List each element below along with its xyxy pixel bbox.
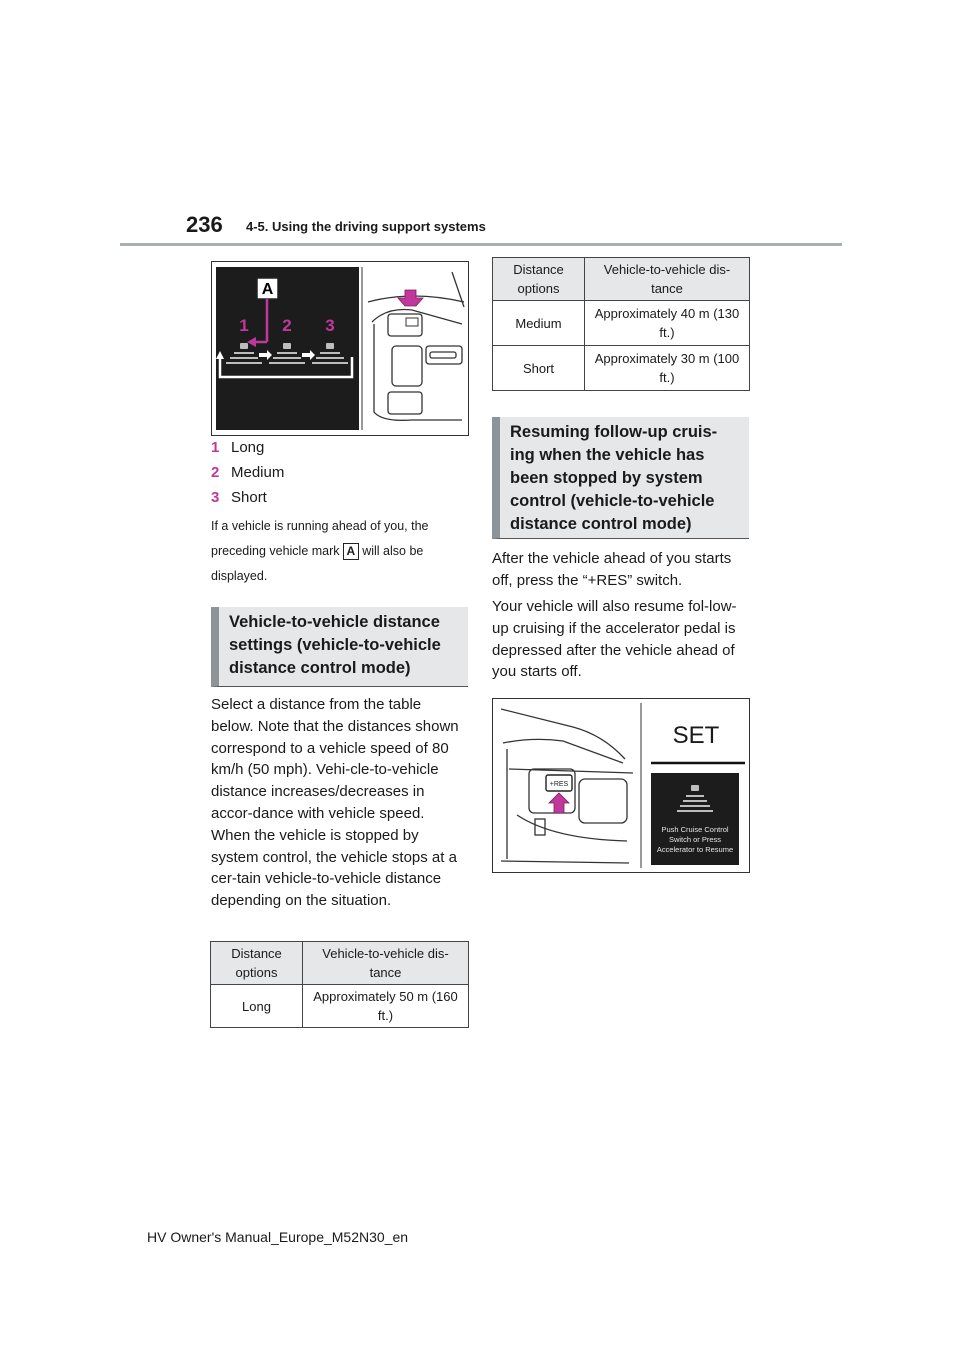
setting-number-2: 2	[282, 316, 292, 335]
section-heading-resuming: Resuming follow-up cruis-ing when the vehicle has been stopped by system control (vehicle-to-vehicle distance control mode)	[492, 417, 749, 539]
legend-label: Short	[231, 489, 267, 506]
distance-table-part1	[210, 941, 469, 1028]
table-header-options: Distance options	[493, 258, 585, 301]
section-title: 4-5. Using the driving support systems	[246, 219, 486, 234]
table-row	[493, 346, 750, 391]
press-arrow-icon	[398, 290, 423, 306]
note-line: If a vehicle is running ahead of you, the	[211, 519, 429, 533]
note-line: displayed.	[211, 569, 268, 583]
page-footer: HV Owner's Manual_Europe_M52N30_en	[147, 1229, 409, 1245]
resume-paragraph-1: After the vehicle ahead of you starts off, press the “+RES” switch.	[492, 550, 732, 589]
legend-item	[211, 439, 264, 456]
distance-display-figure	[211, 261, 469, 436]
section-heading-distance-settings: Vehicle-to-vehicle distance settings (vehicle-to-vehicle distance control mode)	[211, 607, 468, 687]
note-line	[211, 539, 471, 564]
mark-a-label: A	[261, 281, 274, 298]
table-cell-option: Short	[493, 346, 585, 391]
table-header-options: Distance options	[211, 942, 303, 985]
legend-item	[211, 464, 284, 481]
res-switch-label: +RES	[549, 781, 569, 788]
distance-settings-paragraph: Select a distance from the table below. Note that the distances shown correspond to a vehicle speed of 80 km/h (50 mph). Vehi-cle-to-vehicle distance increases/decreases in accor-dance with vehicle speed. When the vehicle is stopped by system control, the vehicle stops at a cer-tain vehicle-to-vehicle distance depending on the situation.	[211, 696, 459, 910]
message-line-1: Push Cruise Control	[661, 825, 729, 834]
table-row	[211, 985, 469, 1028]
legend-number: 2	[211, 464, 220, 481]
message-line-2: Switch or Press	[668, 835, 722, 844]
legend-number: 3	[211, 489, 220, 506]
table-cell-distance: Approximately 50 m (160 ft.)	[303, 985, 469, 1028]
resume-switch-illustration	[493, 699, 749, 872]
distance-display-illustration	[212, 262, 468, 435]
note-fragment: preceding vehicle mark	[211, 544, 340, 558]
table-cell-option: Long	[211, 985, 303, 1028]
table-header-row	[493, 258, 750, 301]
note-text	[211, 514, 471, 589]
note-fragment: will also be	[362, 544, 424, 558]
table-cell-distance: Approximately 40 m (130 ft.)	[585, 301, 750, 346]
table-header-distance: Vehicle-to-vehicle dis-tance	[303, 942, 469, 985]
legend-item	[211, 489, 267, 506]
set-indicator-text: SET	[672, 722, 720, 749]
mark-a-inline: A	[343, 543, 360, 560]
legend-label: Long	[231, 439, 265, 456]
table-cell-option: Medium	[493, 301, 585, 346]
table-row	[493, 301, 750, 346]
setting-number-1: 1	[239, 316, 249, 335]
legend-number: 1	[211, 439, 220, 456]
message-line-3: Accelerator to Resume	[656, 845, 734, 854]
distance-switch-icon	[406, 318, 418, 326]
resume-switch-figure	[492, 698, 750, 873]
legend-label: Medium	[231, 464, 285, 481]
press-arrow-icon	[549, 793, 569, 813]
page-number: 236	[186, 212, 223, 237]
table-cell-distance: Approximately 30 m (100 ft.)	[585, 346, 750, 391]
table-header-row	[211, 942, 469, 985]
header-divider	[120, 243, 842, 246]
table-header-distance: Vehicle-to-vehicle dis-tance	[585, 258, 750, 301]
distance-table-part2	[492, 257, 750, 391]
setting-number-3: 3	[325, 316, 335, 335]
resume-paragraph-2: Your vehicle will also resume fol-low-up cruising if the accelerator pedal is depressed after the vehicle ahead of you starts off.	[492, 598, 737, 681]
